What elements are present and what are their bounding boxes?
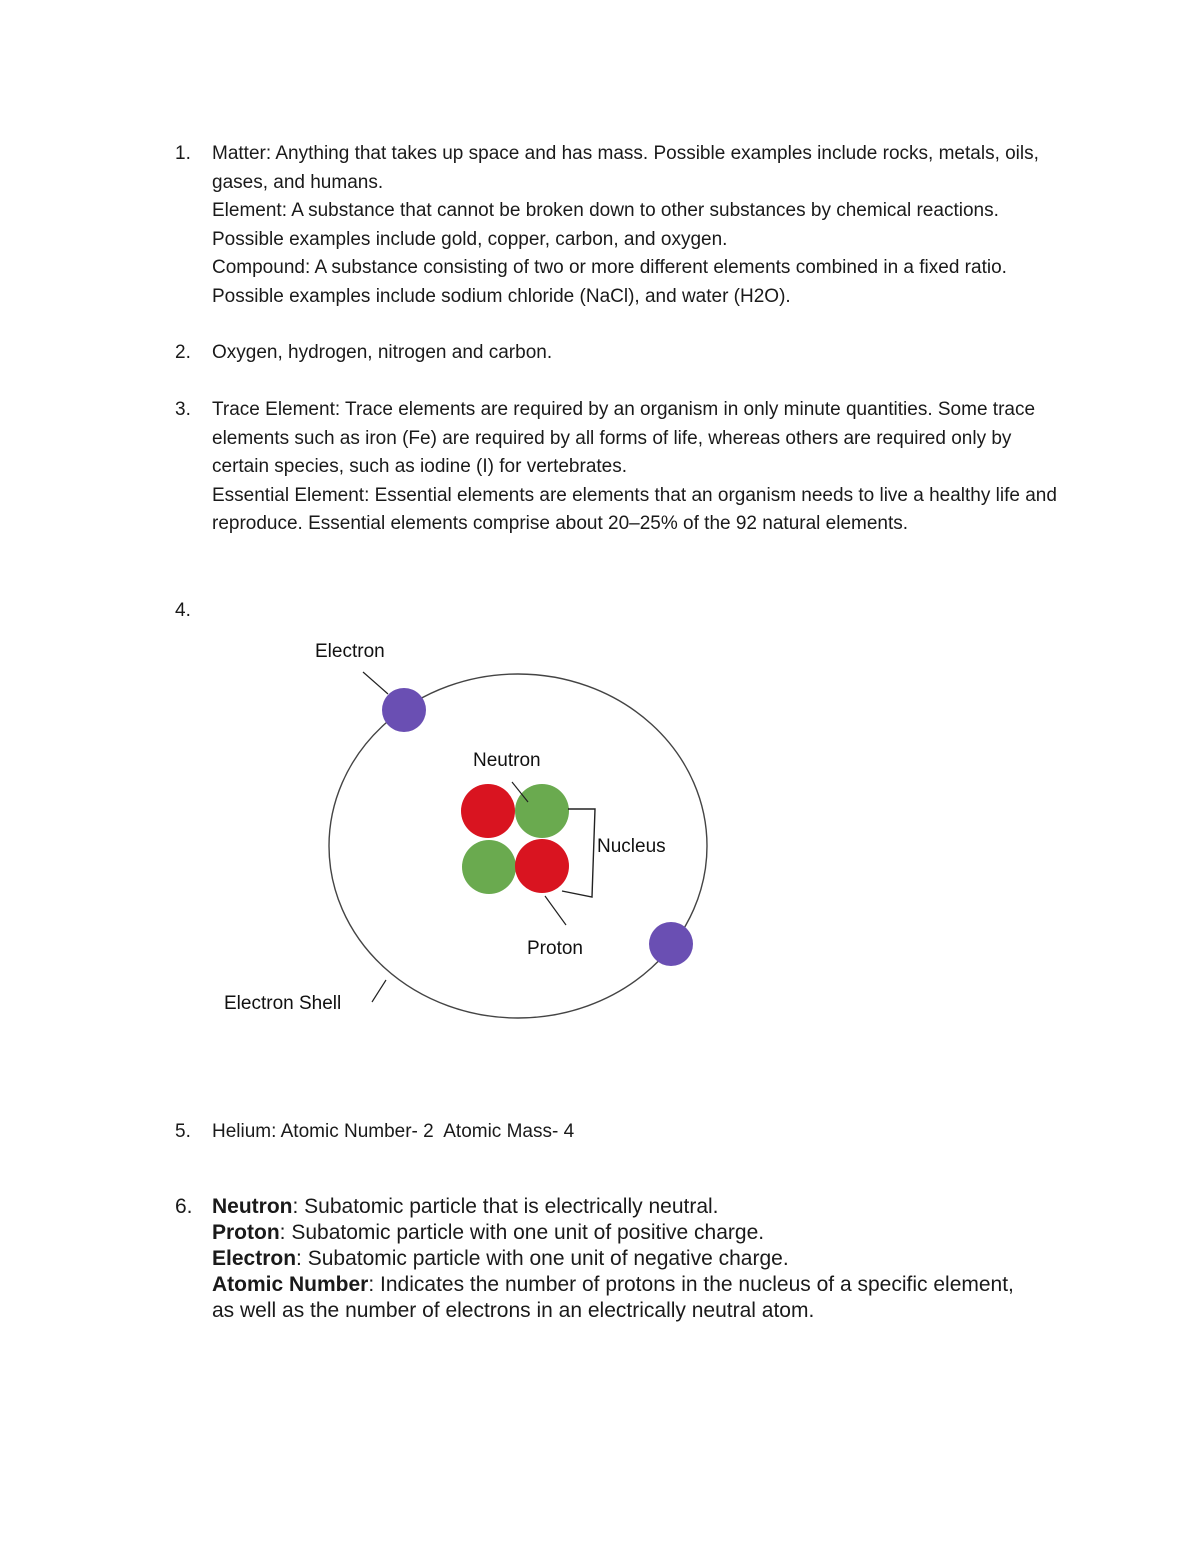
nucleus-bracket: [562, 809, 595, 897]
electron-pointer-line: [363, 672, 388, 694]
definition-atomic-number: [212, 1272, 1032, 1324]
electron-bottom-right: [649, 922, 693, 966]
neutron-top-right: [515, 784, 569, 838]
list-number: 2.: [175, 342, 191, 363]
definition-element: Element: A substance that cannot be broken down to other substances by chemical reactions. Possible examples include gold, copper, carbon, and oxygen.: [212, 200, 999, 250]
definition-trace-element: Trace Element: Trace elements are required by an organism in only minute quantities. Some trace elements such as iron (Fe) are required by all forms of life, whereas others are required only by certain species, such as iodine (I) for vertebrates.: [212, 399, 1036, 478]
list-item-body: [212, 1118, 1072, 1147]
term-atomic-number: Atomic Number: [212, 1273, 369, 1296]
definition-essential-element: Essential Element: Essential elements are elements that an organism needs to live a healthy life and reproduce. Essential elements comprise about 20–25% of the 92 natural elements.: [212, 484, 1057, 535]
list-item-body: [212, 396, 1072, 539]
proton-top-left: [461, 784, 515, 838]
definition-text: : Subatomic particle with one unit of positive charge.: [279, 1221, 765, 1244]
definition-text: : Subatomic particle with one unit of negative charge.: [296, 1247, 789, 1270]
electron-top-left: [382, 688, 426, 732]
list-item-body: [212, 339, 1072, 368]
definition-electron: [212, 1246, 1032, 1272]
proton-bottom-right: [515, 839, 569, 893]
electron-shell-pointer-line: [372, 980, 386, 1002]
term-electron: Electron: [212, 1247, 297, 1270]
definition-text: : Indicates the number of protons in the nucleus of a specific element, as well as the number of electrons in an electrically neutral atom.: [212, 1273, 1014, 1322]
major-elements-text: Oxygen, hydrogen, nitrogen and carbon.: [212, 342, 553, 363]
neutron-bottom-left: [462, 840, 516, 894]
definition-matter: Matter: Anything that takes up space and has mass. Possible examples include rocks, metals, oils, gases, and humans.: [212, 143, 1039, 193]
definition-compound: Compound: A substance consisting of two or more different elements combined in a fixed ratio. Possible examples include sodium chloride (NaCl), and water (H2O).: [212, 257, 1007, 307]
definition-proton: [212, 1220, 1032, 1246]
term-proton: Proton: [212, 1221, 280, 1244]
neutron-label: Neutron: [473, 750, 541, 771]
definition-text: : Subatomic particle that is electrically neutral.: [292, 1195, 719, 1218]
helium-info: Helium: Atomic Number- 2 Atomic Mass- 4: [212, 1121, 575, 1142]
proton-pointer-line: [545, 896, 566, 925]
definition-neutron: [212, 1194, 1032, 1220]
list-number: 3.: [175, 399, 191, 420]
list-number: 6.: [175, 1195, 193, 1218]
atom-diagram: [0, 620, 1200, 1050]
list-number: 1.: [175, 143, 191, 164]
electron-shell-label: Electron Shell: [224, 993, 342, 1014]
nucleus-label: Nucleus: [597, 836, 666, 857]
list-item-body: [212, 1194, 1032, 1324]
electron-label: Electron: [315, 641, 385, 662]
list-number: 5.: [175, 1121, 191, 1142]
list-number: 4.: [175, 600, 191, 621]
term-neutron: Neutron: [212, 1195, 293, 1218]
proton-label: Proton: [527, 938, 583, 959]
list-item-body: [212, 140, 1072, 312]
